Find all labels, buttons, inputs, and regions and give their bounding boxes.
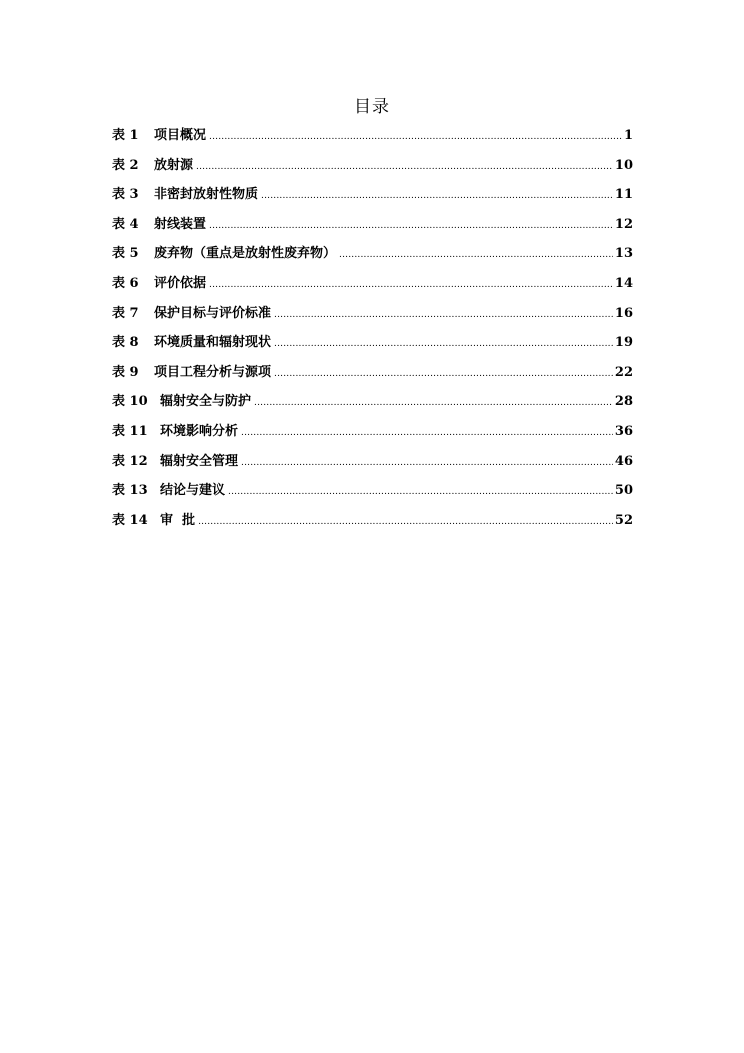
toc-dot-leader	[228, 487, 613, 497]
toc-entry-page: 14	[614, 275, 633, 291]
toc-dot-leader	[274, 339, 613, 349]
toc-entry-label: 项目概况	[154, 128, 207, 143]
toc-entry-number: 表 13	[112, 483, 148, 499]
toc-entry[interactable]	[112, 390, 633, 420]
toc-entry-page: 50	[614, 483, 633, 499]
toc-entry-page: 46	[614, 453, 633, 469]
toc-dot-leader	[339, 250, 613, 260]
toc-dot-leader	[254, 398, 613, 408]
toc-dot-leader	[209, 132, 622, 142]
toc-entry[interactable]	[112, 242, 633, 272]
toc-entry-label: 保护目标与评价标准	[154, 305, 272, 321]
toc-entry[interactable]	[112, 509, 633, 539]
toc-entry[interactable]	[112, 420, 633, 450]
toc-entry-number: 表 12	[112, 453, 148, 469]
toc-entry-page: 28	[614, 394, 633, 410]
toc-entry[interactable]	[112, 450, 633, 480]
toc-entry-label: 环境影响分析	[160, 423, 239, 439]
toc-entry-page: 22	[614, 364, 633, 380]
toc-entry-page: 52	[614, 512, 633, 528]
toc-entry-page: 10	[614, 157, 633, 173]
toc-entry-number: 表 1	[112, 128, 139, 143]
toc-entry-label: 项目工程分析与源项	[154, 364, 272, 380]
toc-dot-leader	[209, 221, 613, 231]
toc-entry-page: 13	[614, 246, 633, 262]
toc-entry[interactable]	[112, 213, 633, 243]
toc-entry-number: 表 9	[112, 364, 139, 380]
toc-entry-number: 表 5	[112, 246, 139, 262]
toc-entry[interactable]	[112, 124, 633, 154]
toc-entry-page: 16	[614, 305, 633, 321]
toc-entry-number: 表 8	[112, 335, 139, 351]
toc-entry-number: 表 2	[112, 157, 139, 173]
toc-entry[interactable]	[112, 154, 633, 184]
toc-entry-label: 审 批	[160, 512, 196, 528]
toc-entry-label: 废弃物（重点是放射性废弃物）	[154, 246, 337, 262]
toc-dot-leader	[241, 428, 613, 438]
toc-entry-label: 非密封放射性物质	[154, 187, 259, 203]
toc-dot-leader	[261, 191, 613, 201]
toc-entry[interactable]	[112, 361, 633, 391]
toc-entry-label: 辐射安全管理	[160, 453, 239, 469]
toc-entry[interactable]	[112, 331, 633, 361]
table-of-contents	[112, 124, 633, 538]
toc-entry-label: 放射源	[154, 157, 194, 173]
toc-entry[interactable]	[112, 479, 633, 509]
toc-dot-leader	[241, 458, 613, 468]
toc-entry-number: 表 14	[112, 512, 148, 528]
toc-dot-leader	[209, 280, 613, 290]
toc-entry-label: 环境质量和辐射现状	[154, 335, 272, 351]
toc-entry-label: 辐射安全与防护	[160, 394, 252, 410]
toc-entry[interactable]	[112, 272, 633, 302]
toc-entry-page: 12	[614, 216, 633, 232]
toc-dot-leader	[274, 369, 613, 379]
toc-entry-number: 表 4	[112, 216, 139, 232]
toc-entry-page: 11	[614, 187, 633, 203]
toc-entry[interactable]	[112, 302, 633, 332]
toc-dot-leader	[196, 162, 613, 172]
toc-entry-page: 1	[623, 128, 633, 143]
toc-entry-number: 表 10	[112, 394, 148, 410]
toc-entry-label: 结论与建议	[160, 483, 226, 499]
toc-dot-leader	[274, 310, 613, 320]
toc-entry-number: 表 7	[112, 305, 139, 321]
toc-entry-number: 表 3	[112, 187, 139, 203]
page-title: 目录	[354, 97, 390, 117]
toc-entry-number: 表 11	[112, 423, 148, 439]
toc-dot-leader	[198, 517, 613, 527]
toc-entry-page: 19	[614, 335, 633, 351]
toc-entry-number: 表 6	[112, 275, 139, 291]
toc-entry-page: 36	[614, 423, 633, 439]
toc-entry-label: 评价依据	[154, 275, 207, 291]
toc-entry[interactable]	[112, 183, 633, 213]
toc-entry-label: 射线装置	[154, 216, 207, 232]
